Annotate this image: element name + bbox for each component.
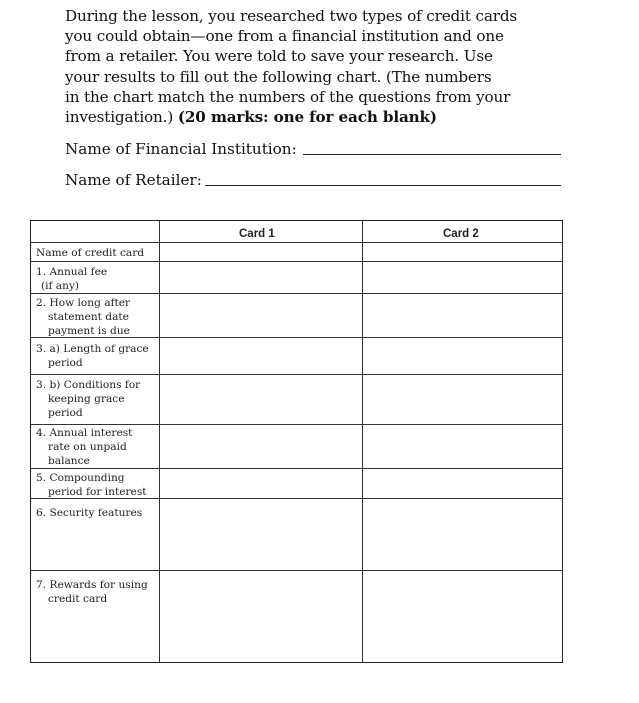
row-label-text: 1. Annual fee (36, 266, 108, 278)
row-label-text: rate on unpaid (48, 440, 127, 453)
row-label-text: balance (48, 454, 90, 467)
row-label-text: 4. Annual interest (36, 427, 133, 439)
row-label-text: 3. b) Conditions for (36, 379, 141, 391)
instructions-line: your results to fill out the following chart. (The numbers (65, 67, 492, 86)
row-label-text: 2. How long after (36, 297, 131, 309)
instructions-paragraph (65, 6, 535, 127)
retailer-field (65, 171, 202, 189)
row-label-text: keeping grace (48, 392, 125, 405)
retailer-label: Name of Retailer: (65, 171, 202, 189)
row-divider (31, 570, 562, 571)
row-label-annual-fee (36, 266, 156, 294)
row-divider (31, 374, 562, 375)
row-label-text: period (48, 406, 83, 419)
column-header-card-2: Card 2 (443, 228, 479, 240)
row-label-annual-interest-rate (36, 427, 156, 468)
credit-card-comparison-table (30, 220, 563, 663)
column-header-card-1: Card 1 (239, 228, 275, 240)
row-label-text: period for interest (48, 485, 147, 498)
row-label-compounding-period (36, 472, 156, 500)
row-divider (31, 261, 562, 262)
row-label-text: statement date (48, 310, 129, 323)
row-label-text: 6. Security features (36, 507, 143, 519)
instructions-line-text: investigation.) (65, 108, 178, 127)
marks-note: (20 marks: one for each blank) (177, 108, 437, 127)
row-label-text: period (48, 356, 83, 369)
row-label-text: Name of credit card (36, 247, 145, 259)
instructions-line: During the lesson, you researched two types of credit cards (65, 7, 518, 25)
column-divider (362, 221, 363, 662)
row-label-text: 3. a) Length of grace (36, 343, 149, 355)
row-divider (31, 424, 562, 425)
financial-institution-field (65, 140, 297, 158)
column-divider (159, 221, 160, 662)
row-label-text: 7. Rewards for using (36, 579, 148, 591)
row-divider (31, 242, 562, 243)
row-label-payment-due (36, 297, 156, 338)
instructions-line: from a retailer. You were told to save your research. Use (65, 47, 493, 66)
instructions-line: you could obtain—one from a financial institution and one (65, 27, 504, 46)
row-label-text: (if any) (41, 279, 80, 292)
row-label-text: payment is due (48, 324, 130, 337)
financial-institution-label: Name of Financial Institution: (65, 140, 297, 158)
instructions-line (65, 107, 535, 127)
row-label-grace-period-conditions (36, 379, 156, 420)
financial-institution-blank[interactable] (303, 154, 561, 155)
retailer-blank[interactable] (205, 185, 561, 186)
row-label-security-features (36, 507, 156, 521)
instructions-line: in the chart match the numbers of the questions from your (65, 87, 511, 106)
row-label-text: 5. Compounding (36, 472, 125, 484)
row-label-grace-period-length (36, 343, 156, 371)
row-label-rewards (36, 579, 156, 607)
row-label-text: credit card (48, 592, 108, 605)
row-label-name-of-credit-card (36, 247, 156, 261)
